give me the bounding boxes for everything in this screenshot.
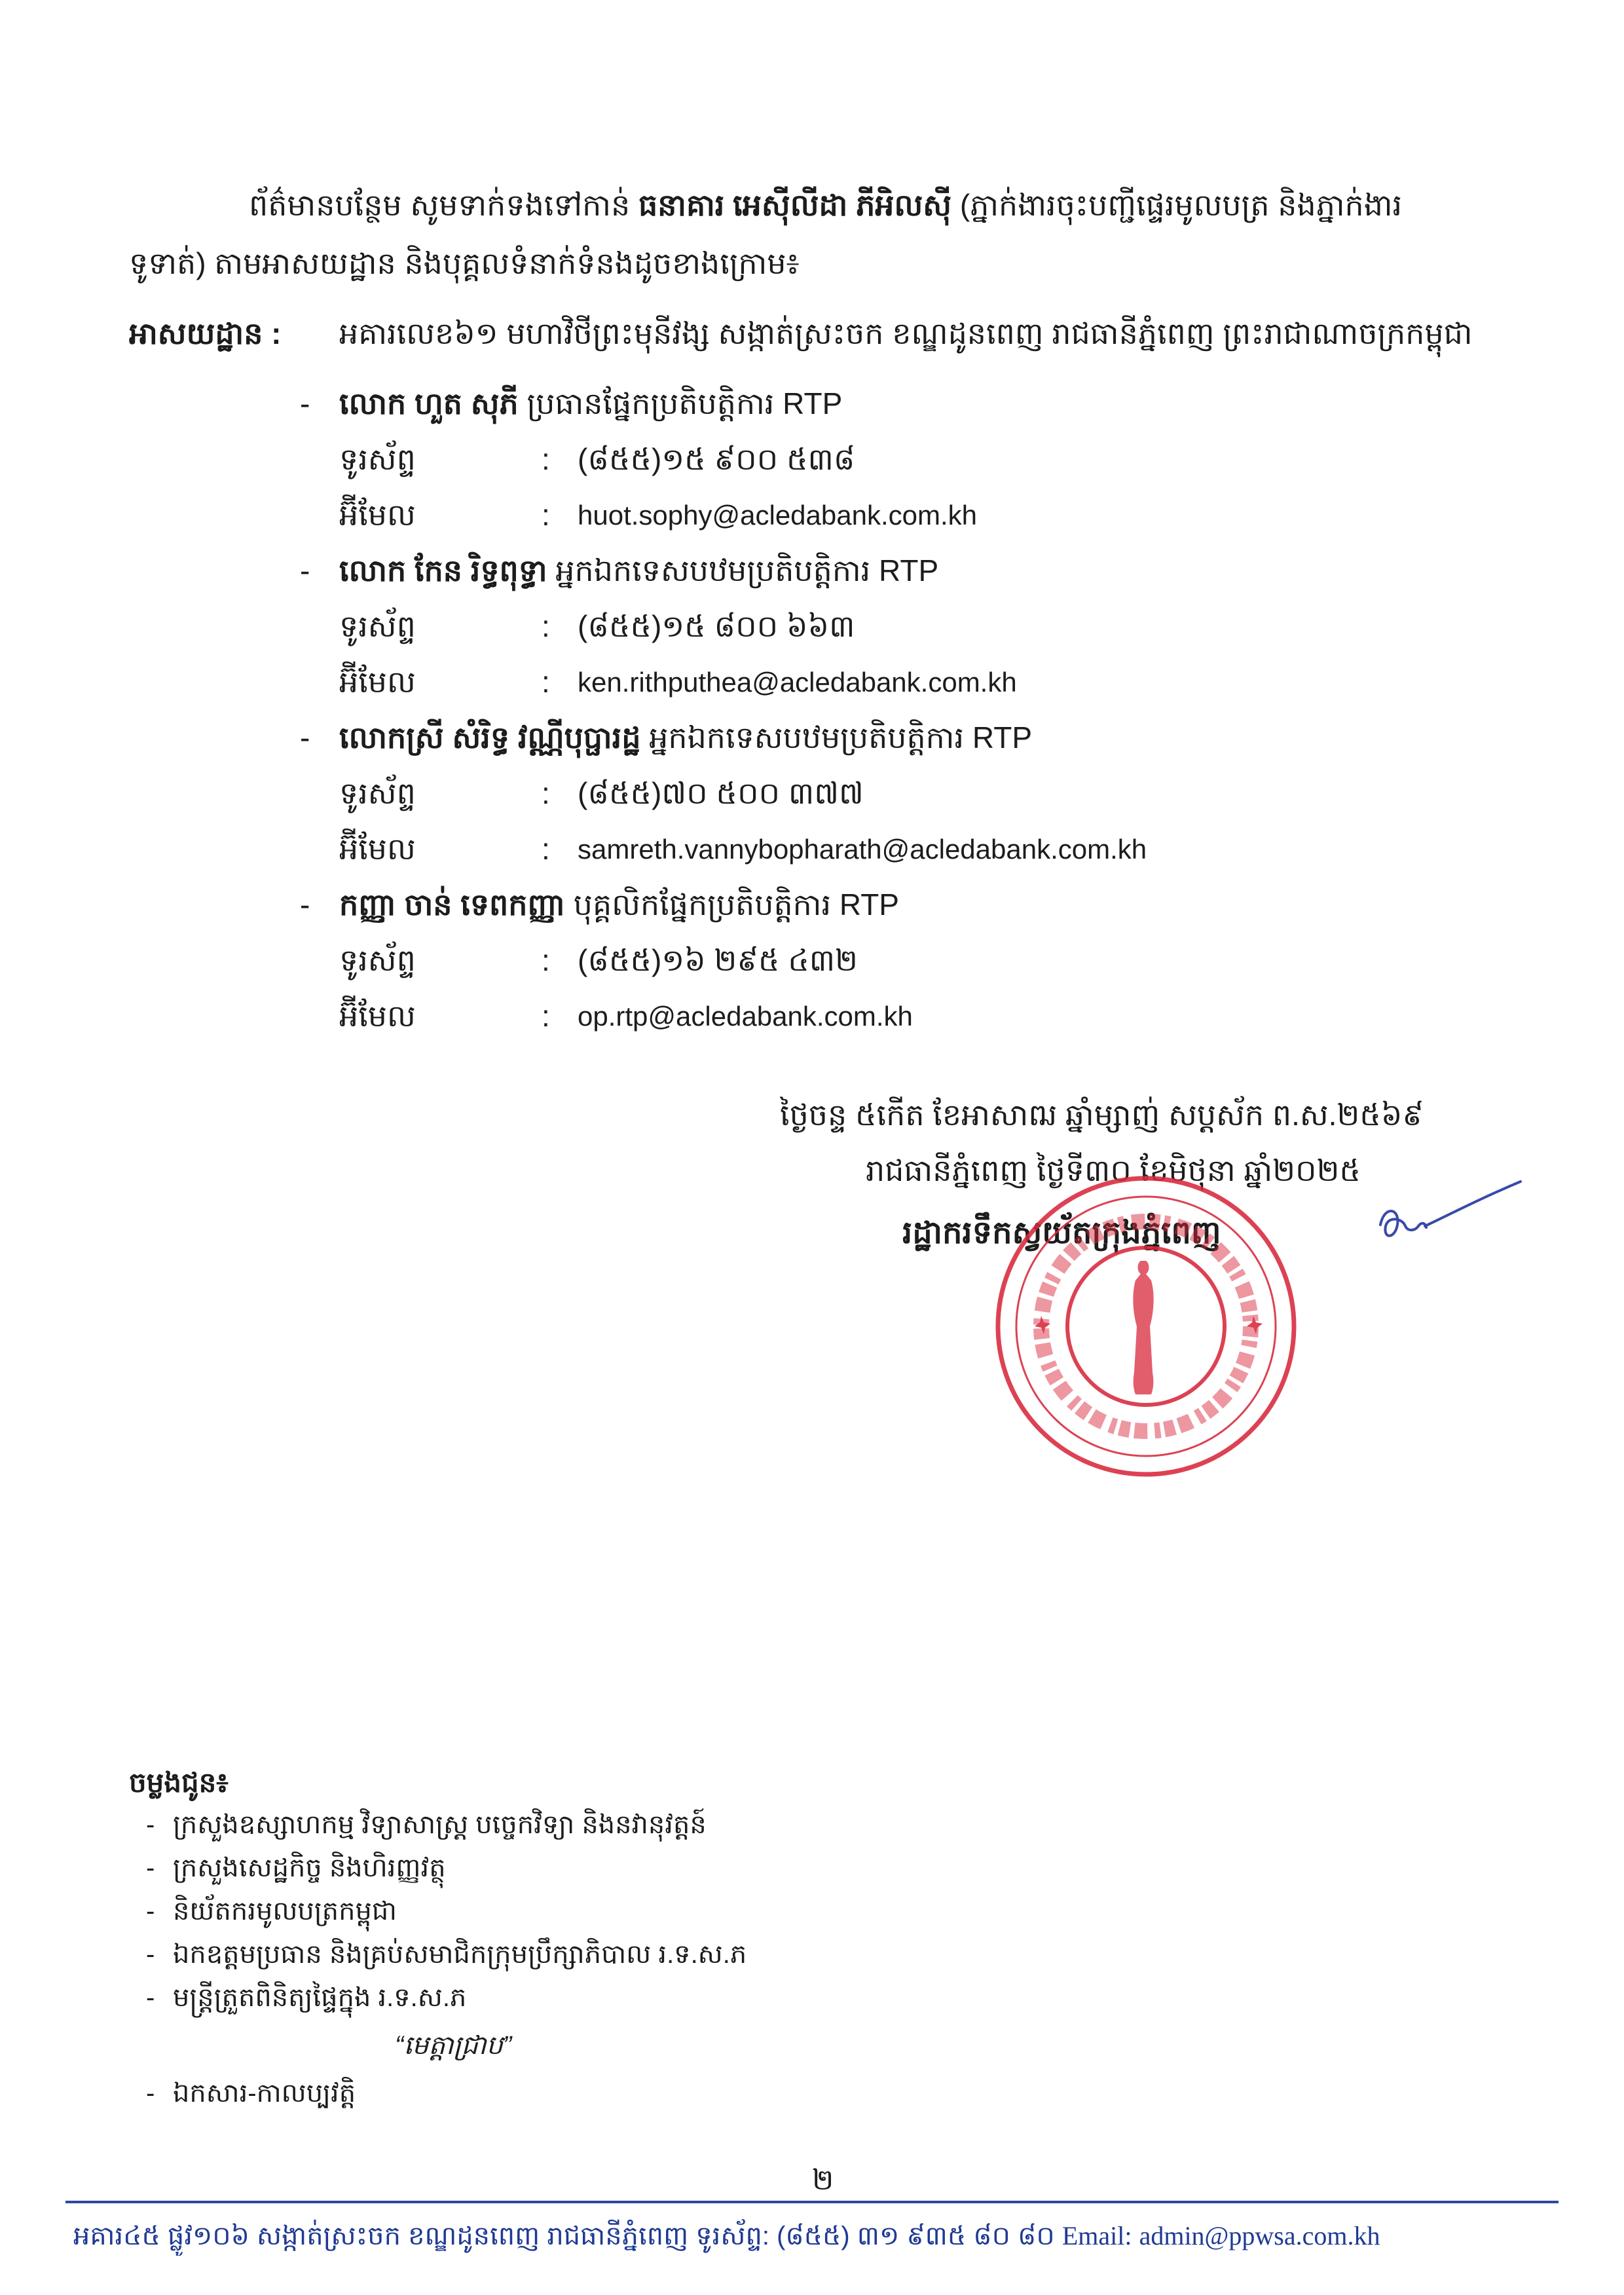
list-bullet: - [300, 386, 310, 420]
footer-email-label: Email: [1061, 2221, 1132, 2250]
contact-name-row [300, 376, 1583, 432]
bank-name: ធនាគារ អេស៊ីលីដា ភីអិលស៊ី [638, 188, 952, 222]
recipient: មន្ត្រីត្រួតពិនិត្យផ្ទៃក្នុង រ.ទ.ស.ភ [173, 1983, 467, 2012]
phone-number: (៨៥៥)១៥ ៨០០ ៦៦៣ [578, 609, 855, 643]
contact-name-row [300, 877, 1583, 933]
intro-line-1 [249, 179, 1402, 231]
footer-email: admin@ppwsa.com.kh [1139, 2221, 1380, 2250]
footer [73, 2216, 1559, 2256]
contact-name-row [300, 710, 1583, 766]
separator: : [542, 665, 550, 699]
copy-to-note: “មេត្តាជ្រាប” [395, 2031, 512, 2060]
email-label: អ៊ីមែល [339, 665, 416, 699]
separator: : [542, 498, 550, 532]
recipient: និយ័តករមូលបត្រកម្ពុជា [173, 1897, 397, 1926]
contact-name: លោក កែន រិទ្ធពុទ្ធា [339, 553, 547, 588]
copy-to-heading: ចម្លងជូន៖ [129, 1767, 229, 1798]
contact-phone-row [300, 432, 1583, 487]
phone-label: ទូរស័ព្ទ [339, 776, 416, 810]
contact-email-row [300, 988, 1583, 1044]
contact-heading [339, 877, 899, 933]
email-label: អ៊ីមែល [339, 498, 416, 532]
address-value: អគារលេខ៦១ មហាវិថីព្រះមុនីវង្ស សង្កាត់ស្រះចក ខណ្ឌដូនពេញ រាជធានីភ្នំពេញ ព្រះរាជាណាចក្រកម្ពុជា [339, 316, 1473, 350]
footer-address: អគារ៤៥ ផ្លូវ១០៦ សង្កាត់ស្រះចក ខណ្ឌដូនពេញ រាជធានីភ្នំពេញ ទូរស័ព្ទ: (៨៥៥) ៣១ ៩៣៥ ៨០ ៨០ [73, 2222, 1062, 2250]
list-bullet: - [146, 1940, 155, 1969]
list-bullet: - [146, 1854, 155, 1882]
list-item [129, 1846, 1570, 1890]
email-address: huot.sophy@acledabank.com.kh [578, 500, 978, 531]
signature [1369, 1172, 1526, 1271]
list-bullet: - [146, 1897, 155, 1926]
separator: : [542, 832, 550, 866]
email-address: op.rtp@acledabank.com.kh [578, 1001, 913, 1032]
intro-text-after: (ភ្នាក់ងារចុះបញ្ជីផ្ទេរមូលបត្រ និងភ្នាក់ងារ [951, 188, 1403, 222]
contact-phone-row [300, 599, 1583, 654]
issuing-organization: រដ្ឋាករទឹកស្វយ័តក្រុងភ្នំពេញ [902, 1216, 1221, 1250]
separator: : [542, 776, 550, 810]
official-stamp [989, 1169, 1303, 1483]
email-address: samreth.vannybopharath@acledabank.com.kh [578, 834, 1147, 865]
list-bullet: - [300, 553, 310, 588]
separator: : [542, 943, 550, 977]
intro-text-before: ព័ត៌មានបន្ថែម សូមទាក់ទងទៅកាន់ [249, 188, 638, 222]
phone-number: (៨៥៥)១៥ ៩០០ ៥៣៨ [578, 442, 855, 476]
contact-heading [339, 376, 842, 432]
recipient: ក្រសួងសេដ្ឋកិច្ច និងហិរញ្ញវត្ថុ [173, 1854, 446, 1882]
contact-email-row [300, 487, 1583, 543]
contact-title: បុគ្គលិកផ្នែកប្រតិបត្តិការ RTP [573, 887, 899, 922]
contact-title: អ្នកឯកទេសបឋមប្រតិបត្តិការ RTP [649, 720, 1033, 755]
contact-heading [339, 543, 938, 599]
contact-list [300, 376, 1583, 1044]
list-item [129, 1803, 1570, 1846]
contact-title: អ្នកឯកទេសបឋមប្រតិបត្តិការ RTP [555, 553, 939, 588]
contact-email-row [300, 821, 1583, 877]
archive-item: ឯកសារ-កាលប្បវត្តិ [173, 2079, 356, 2108]
phone-label: ទូរស័ព្ទ [339, 609, 416, 643]
recipient: ឯកឧត្តមប្រធាន និងគ្រប់សមាជិកក្រុមប្រឹក្សាភិបាល រ.ទ.ស.ភ [173, 1940, 747, 1969]
email-label: អ៊ីមែល [339, 999, 416, 1033]
list-item [129, 1890, 1570, 1933]
address-label: អាសយដ្ឋាន : [129, 316, 282, 350]
lunar-date: ថ្ងៃចន្ទ ៥កើត ខែអាសាឍ ឆ្នាំម្សាញ់ សប្តស័ក ព.ស.២៥៦៩ [780, 1098, 1424, 1132]
list-bullet: - [300, 887, 310, 922]
contact-email-row [300, 654, 1583, 710]
phone-label: ទូរស័ព្ទ [339, 943, 416, 977]
separator: : [542, 999, 550, 1033]
contact-name: លោកស្រី សំរិទ្ធ វណ្ណីបុប្ផារដ្ឋ [339, 720, 641, 755]
list-item [129, 1933, 1570, 1976]
list-item [129, 1976, 1570, 2019]
contact-title: ប្រធានផ្នែកប្រតិបត្តិការ RTP [526, 386, 843, 420]
solar-date: រាជធានីភ្នំពេញ ថ្ងៃទី៣០ ខែមិថុនា ឆ្នាំ២០២៥ [866, 1153, 1361, 1187]
contact-heading [339, 710, 1032, 766]
copy-to-note-row [129, 2019, 1570, 2072]
stamp-statue-figure [1133, 1261, 1153, 1394]
email-address: ken.rithputhea@acledabank.com.kh [578, 667, 1017, 698]
contact-phone-row [300, 933, 1583, 988]
separator: : [542, 609, 550, 643]
copy-to-section [129, 1762, 1570, 2115]
list-item [129, 2072, 1570, 2115]
list-bullet: - [146, 2079, 155, 2108]
contact-name-row [300, 543, 1583, 599]
list-bullet: - [300, 720, 310, 755]
phone-number: (៨៥៥)១៦ ២៩៥ ៤៣២ [578, 943, 858, 977]
contact-name: កញ្ញា ចាន់ ទេពកញ្ញា [339, 887, 565, 922]
list-bullet: - [146, 1810, 155, 1839]
recipient: ក្រសួងឧស្សាហកម្ម វិទ្យាសាស្ត្រ បច្ចេកវិទ្យា និងនវានុវត្តន៍ [173, 1810, 707, 1839]
phone-label: ទូរស័ព្ទ [339, 442, 416, 476]
intro-line-2: ទូទាត់) តាមអាសយដ្ឋាន និងបុគ្គលទំនាក់ទំនងដូចខាងក្រោម៖ [129, 246, 800, 280]
contact-phone-row [300, 766, 1583, 821]
list-bullet: - [146, 1983, 155, 2012]
footer-divider [65, 2201, 1559, 2203]
contact-name: លោក ហួត សុភី [339, 386, 519, 420]
separator: : [542, 442, 550, 476]
email-label: អ៊ីមែល [339, 832, 416, 866]
phone-number: (៨៥៥)៧០ ៥០០ ៣៧៧ [578, 776, 864, 810]
page-number: ២ [812, 2164, 834, 2196]
